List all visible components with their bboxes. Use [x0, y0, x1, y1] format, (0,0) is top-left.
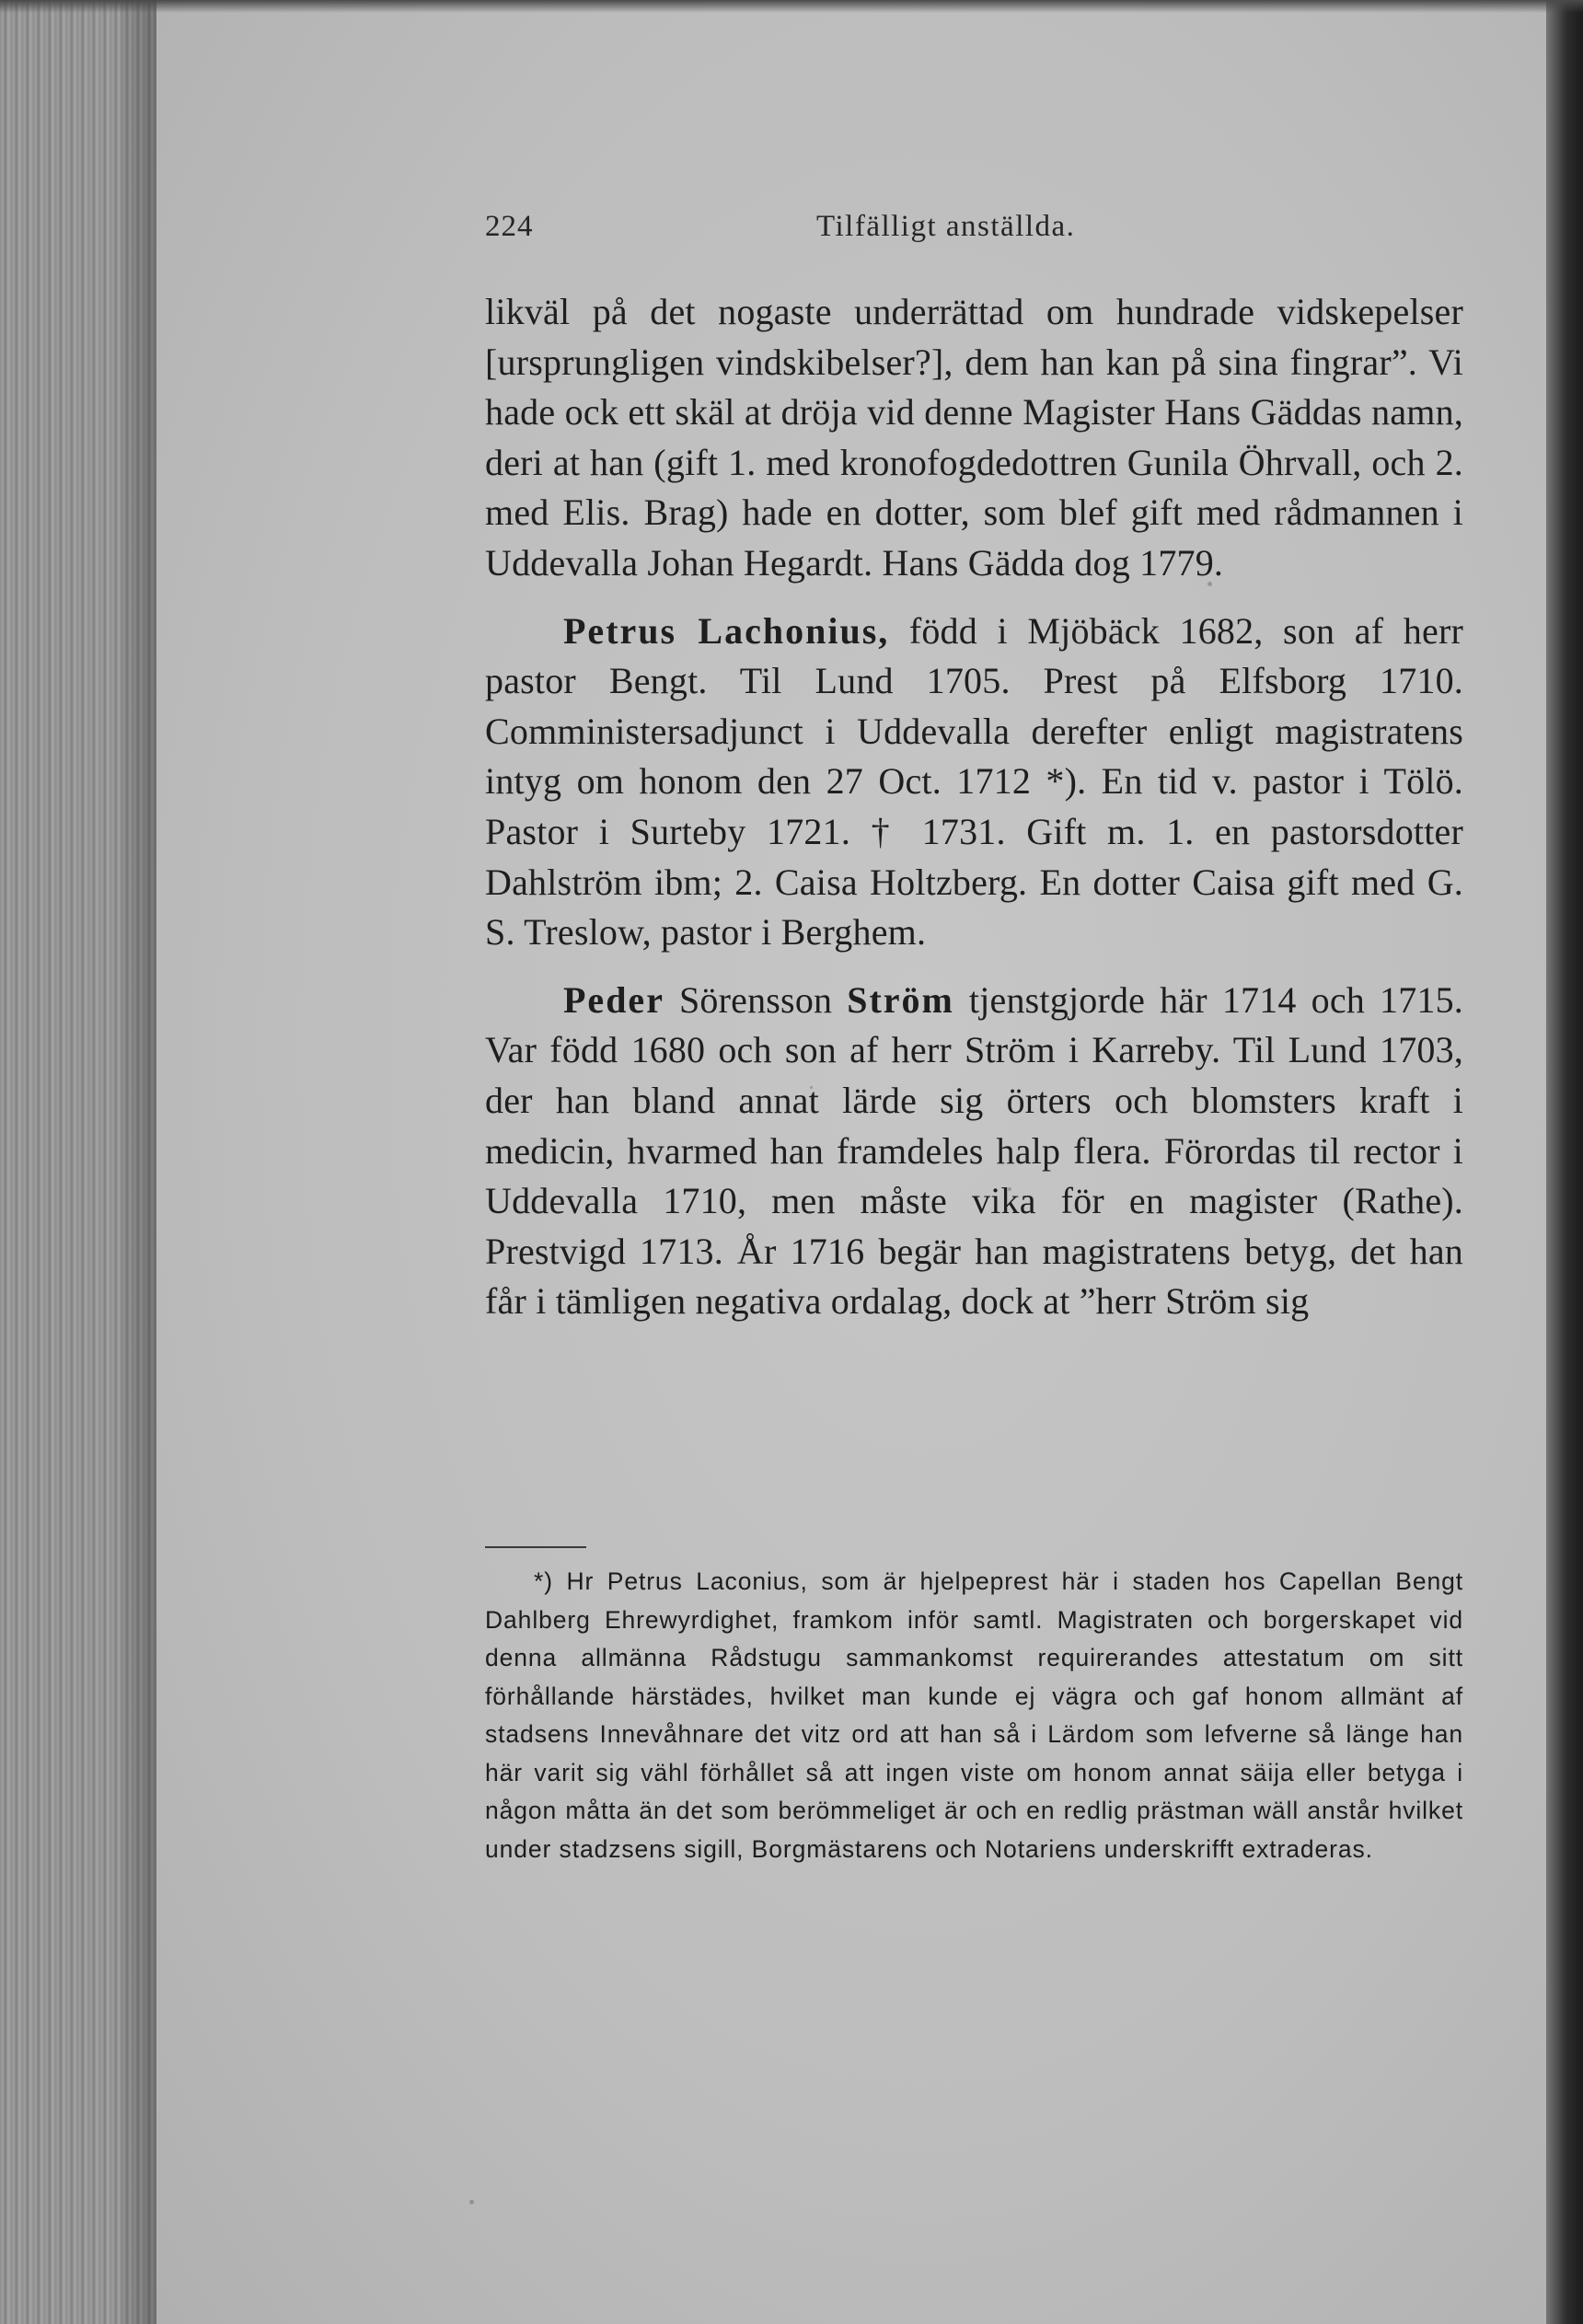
entry-patronymic: Sörensson: [664, 978, 848, 1021]
paragraph-hans-gadda: likväl på det nogaste underrättad om hundrade vidskepelser [ursprungligen vindskibelser?], dem han kan på sina fingrar”. Vi hade ock ett skäl at dröja vid denne Magister Hans Gäddas namn, deri at han (gift 1. med kronofogdedottren Gunila Öhrvall, och 2. med Elis. Brag) hade en dotter, som blef gift med rådmannen i Uddevalla Johan Hegardt. Hans Gädda dog 1779.: [485, 291, 1463, 584]
entry-surname-strom: Ström: [847, 978, 954, 1021]
page-number: 224: [485, 210, 534, 243]
paper-speck: [469, 2200, 474, 2204]
entry-name-lachonius: Petrus Lachonius,: [563, 609, 890, 652]
top-border: [0, 0, 1583, 13]
paragraph-peder-strom: [485, 976, 1463, 1327]
footnote-separator: [485, 1546, 586, 1548]
paragraph-petrus-lachonius: [485, 607, 1463, 958]
footnote: [485, 1563, 1463, 1868]
right-border: [1546, 0, 1583, 2324]
running-head: [485, 210, 1463, 256]
entry-text-strom: tjenstgjorde här 1714 och 1715. Var född 1680 och son af herr Ström i Karreby. Til Lund 1703, der han bland annat lärde sig örters och blomsters kraft i medicin, hvarmed han framdeles halp flera. Förordas til rector i Uddevalla 1710, men måste vika för en magister (Rathe). Prestvigd 1713. År 1716 begär han magistratens betyg, det han får i tämligen negativa ordalag, dock at ”herr Ström sig: [485, 978, 1464, 1323]
entry-text-lachonius: född i Mjöbäck 1682, son af herr pastor Bengt. Til Lund 1705. Prest på Elfsborg 1710. Comministersadjunct i Uddevalla derefter enligt magistratens intyg om honom den 27 Oct. 1712 *). En tid v. pastor i Tölö. Pastor i Surteby 1721. † 1731. Gift m. 1. en pastorsdotter Dahlström ibm; 2. Caisa Holtzberg. En dotter Caisa gift med G. S. Treslow, pastor i Berghem.: [485, 609, 1463, 954]
entry-forename-peder: Peder: [563, 978, 664, 1021]
book-page-edges: [0, 0, 156, 2324]
running-title: Tilfälligt anställda.: [816, 210, 1076, 243]
footnote-text: *) Hr Petrus Laconius, som är hjelpeprest här i staden hos Capellan Bengt Dahlberg Ehrewyrdighet, framkom inför samtl. Magistraten och borgerskapet vid denna allmänna Rådstugu sammankomst requirerandes attestatum om sitt förhållande härstädes, hvilket man kunde ej vägra och gaf honom allmänt af stadsens Innevåhnare det vitz ord att han så i Lärdom som lefverne så länge han här varit sig vähl förhållet så att ingen viste om honom annat säija eller betyga i någon måtta än det som berömmeliget är och en redlig prästman wäll anstår hvilket under stadzsens sigill, Borgmästarens och Notariens underskrifft extraderas.: [485, 1567, 1463, 1863]
main-text: [485, 287, 1463, 1327]
